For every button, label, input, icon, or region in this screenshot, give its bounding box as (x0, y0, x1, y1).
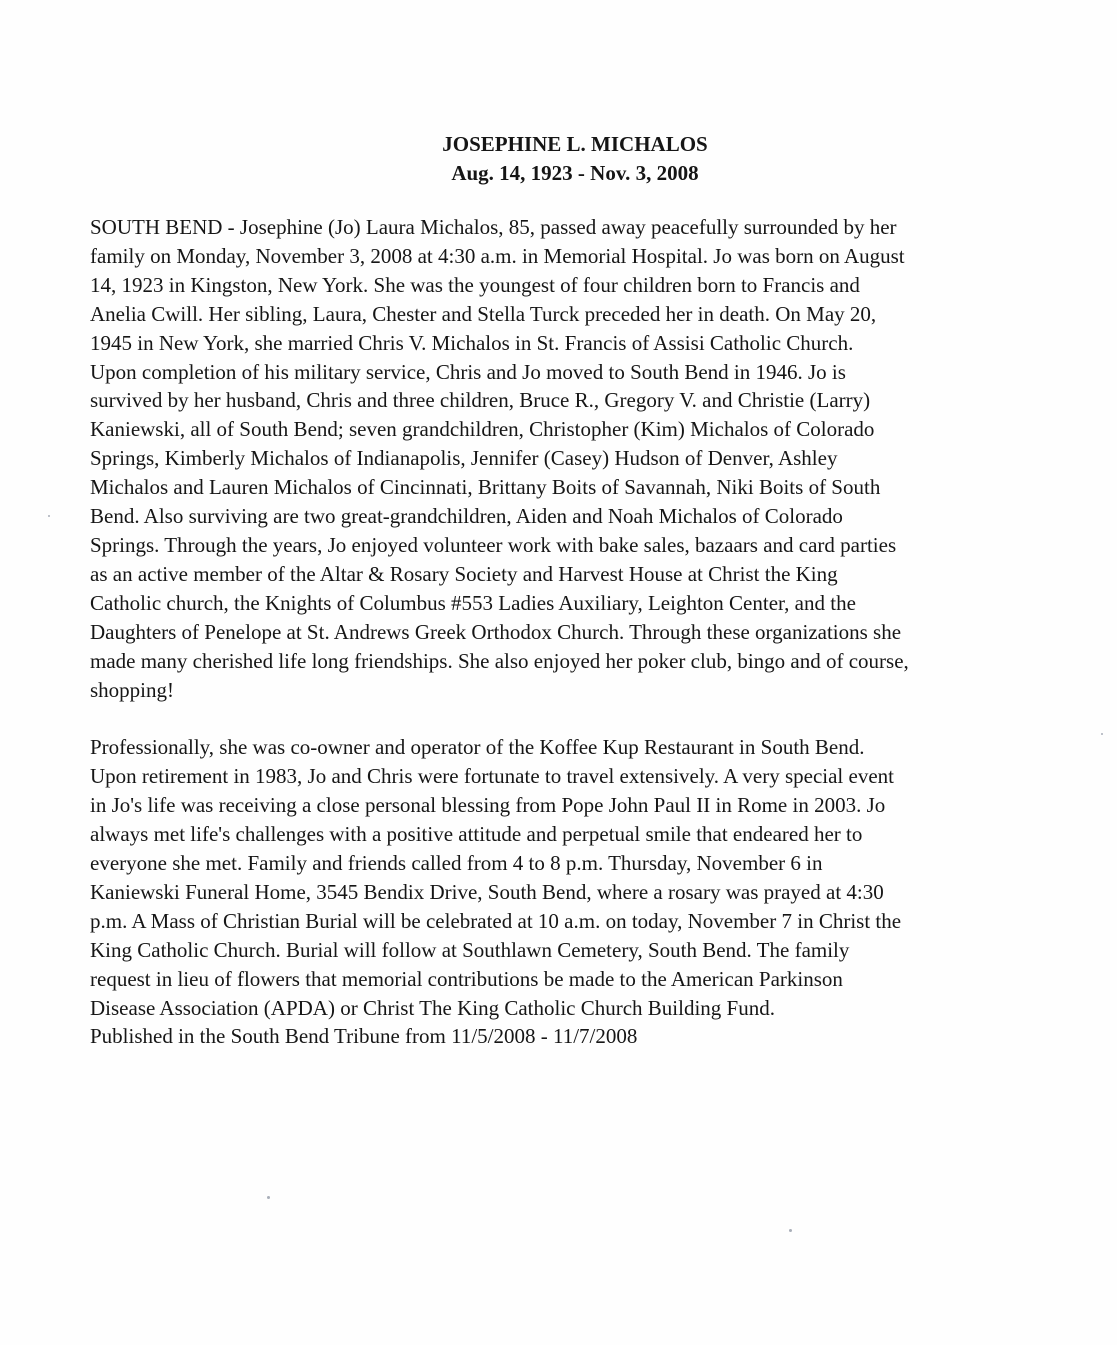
publication-note: Published in the South Bend Tribune from 11/5/2008 - 11/7/2008 (90, 1024, 638, 1049)
scan-speck (789, 1229, 792, 1232)
scan-speck (1101, 733, 1103, 735)
paragraph-spacer (90, 704, 1072, 733)
text-line: everyone she met. Family and friends called from 4 to 8 p.m. Thursday, November 6 in (90, 851, 823, 876)
text-line: Daughters of Penelope at St. Andrews Greek Orthodox Church. Through these organizations she (90, 619, 902, 644)
text-line: family on Monday, November 3, 2008 at 4:30 a.m. in Memorial Hospital. Jo was born on August (90, 243, 905, 268)
text-line: p.m. A Mass of Christian Burial will be celebrated at 10 a.m. on today, November 7 in Christ the (90, 908, 902, 933)
text-line: Kaniewski, all of South Bend; seven grandchildren, Christopher (Kim) Michalos of Colorado (90, 417, 875, 442)
text-line: made many cherished life long friendships. She also enjoyed her poker club, bingo and of course, (90, 648, 909, 673)
text-line: in Jo's life was receiving a close personal blessing from Pope John Paul II in Rome in 2003. Jo (90, 793, 886, 818)
text-line: shopping! (90, 677, 174, 702)
scan-speck (48, 515, 50, 517)
obituary-header (90, 130, 1060, 188)
obituary-dates: Aug. 14, 1923 - Nov. 3, 2008 (451, 161, 699, 185)
text-line: Professionally, she was co-owner and operator of the Koffee Kup Restaurant in South Bend. (90, 735, 865, 760)
obituary-name: JOSEPHINE L. MICHALOS (442, 132, 708, 156)
text-line: King Catholic Church. Burial will follow at Southlawn Cemetery, South Bend. The family (90, 937, 850, 962)
text-line: Catholic church, the Knights of Columbus #553 Ladies Auxiliary, Leighton Center, and the (90, 590, 856, 615)
text-line: survived by her husband, Chris and three children, Bruce R., Gregory V. and Christie (Larry) (90, 388, 871, 413)
paragraph-biography (90, 213, 1072, 704)
paragraph-services (90, 733, 1072, 1051)
obituary-body (90, 213, 1072, 1051)
text-line: 14, 1923 in Kingston, New York. She was the youngest of four children born to Francis and (90, 272, 860, 297)
text-line: Michalos and Lauren Michalos of Cincinnati, Brittany Boits of Savannah, Niki Boits of South (90, 475, 881, 500)
text-line: 1945 in New York, she married Chris V. Michalos in St. Francis of Assisi Catholic Church. (90, 330, 854, 355)
scan-speck (267, 1196, 270, 1199)
text-line: as an active member of the Altar & Rosary Society and Harvest House at Christ the King (90, 561, 838, 586)
text-line: SOUTH BEND - Josephine (Jo) Laura Michalos, 85, passed away peacefully surrounded by her (90, 215, 897, 239)
text-line: Upon retirement in 1983, Jo and Chris were fortunate to travel extensively. A very special event (90, 764, 894, 789)
text-line: Upon completion of his military service, Chris and Jo moved to South Bend in 1946. Jo is (90, 359, 846, 384)
text-line: always met life's challenges with a positive attitude and perpetual smile that endeared her to (90, 822, 863, 847)
text-line: Springs. Through the years, Jo enjoyed volunteer work with bake sales, bazaars and card parties (90, 532, 897, 557)
text-line: Anelia Cwill. Her sibling, Laura, Chester and Stella Turck preceded her in death. On May 20, (90, 301, 877, 326)
text-line: Kaniewski Funeral Home, 3545 Bendix Drive, South Bend, where a rosary was prayed at 4:30 (90, 879, 884, 904)
text-line: Springs, Kimberly Michalos of Indianapolis, Jennifer (Casey) Hudson of Denver, Ashley (90, 446, 838, 471)
text-line: Bend. Also surviving are two great-grandchildren, Aiden and Noah Michalos of Colorado (90, 504, 843, 529)
text-line: request in lieu of flowers that memorial contributions be made to the American Parkinson (90, 966, 843, 991)
text-line: Disease Association (APDA) or Christ The King Catholic Church Building Fund. (90, 995, 775, 1020)
